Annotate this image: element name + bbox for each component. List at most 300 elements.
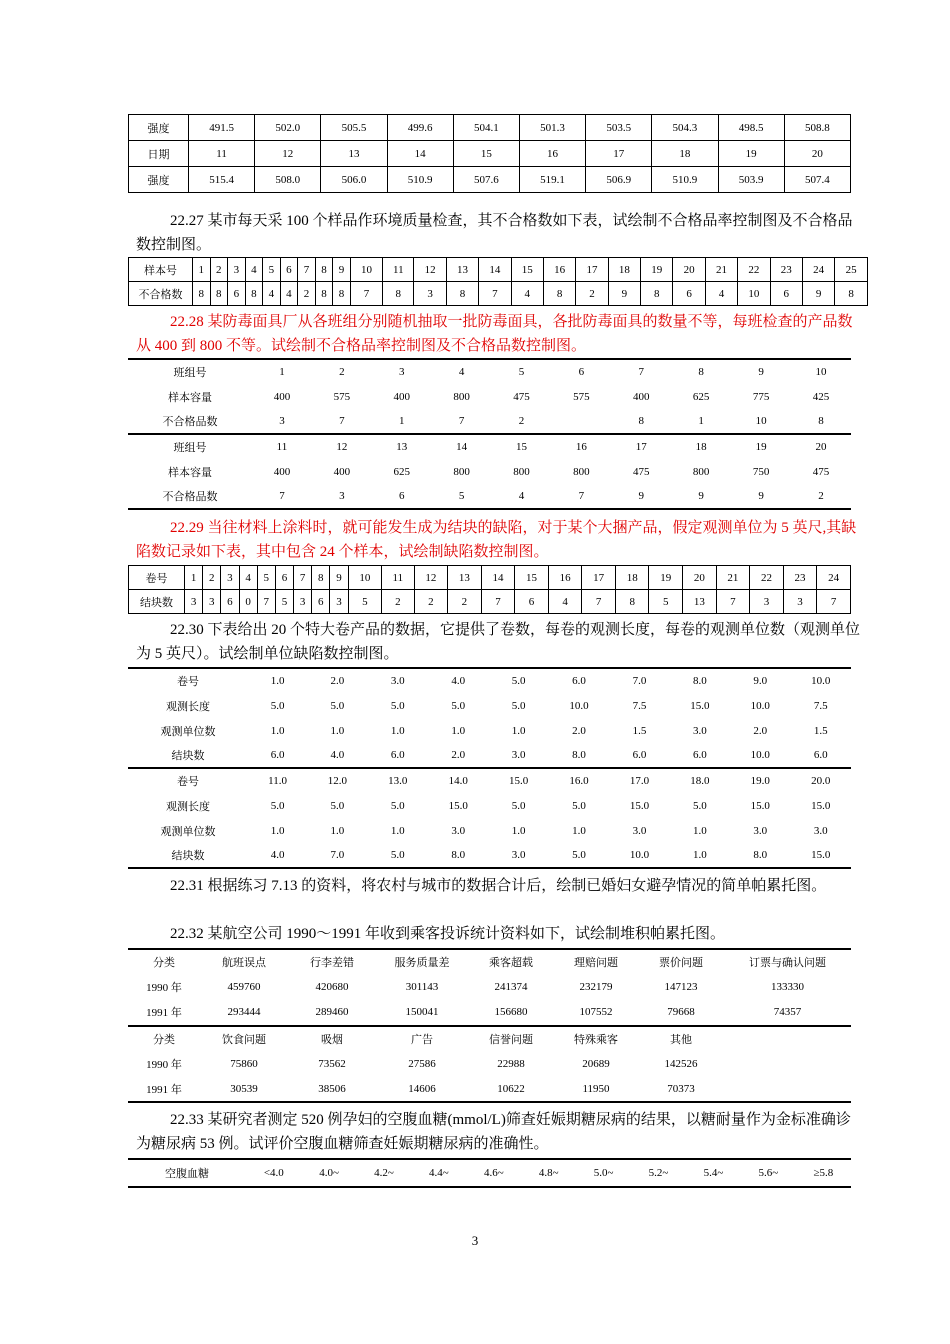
table-cell: 156680 [494, 1006, 528, 1019]
table-cell: 800 [453, 465, 470, 478]
table-cell: 7 [294, 566, 312, 590]
table-cell: 5 [649, 590, 683, 614]
table-cell: 3.0 [632, 824, 647, 837]
defect-count-table-27 [128, 257, 868, 306]
table-cell: 4 [239, 566, 257, 590]
table-cell: 10 [738, 282, 770, 306]
table-cell: 7 [458, 415, 465, 427]
table-cell: 1.0 [511, 824, 526, 837]
table-cell: 8 [543, 282, 575, 306]
table-cell: 7 [339, 415, 345, 427]
table-cell: 1.0 [390, 724, 405, 737]
table-cell: 10 [755, 415, 767, 427]
table-cell: 5 [458, 490, 465, 502]
table-cell: 强度 [129, 167, 189, 193]
table-cell: 505.5 [321, 115, 387, 141]
table-cell: 8 [193, 282, 211, 306]
table-cell: 3 [330, 590, 348, 614]
table-row [129, 590, 851, 614]
table-cell: 7 [481, 590, 515, 614]
table-row [128, 384, 851, 409]
table-cell: 17 [582, 566, 616, 590]
table-cell: 7.0 [632, 675, 647, 687]
table-cell: 499.6 [387, 115, 453, 141]
table-cell: 15.0 [750, 799, 770, 812]
table-cell: 6 [515, 590, 549, 614]
table-row [128, 743, 851, 768]
table-cell: 日期 [129, 141, 189, 167]
table-cell: 乘客超载 [489, 957, 533, 970]
table-cell: 142526 [664, 1057, 698, 1070]
table-cell: 800 [453, 390, 470, 403]
table-cell: 18 [615, 566, 649, 590]
table-cell: 6.0 [693, 749, 707, 761]
table-cell: 800 [573, 465, 590, 478]
table-cell: 票价问题 [659, 957, 703, 970]
table-cell: 3 [294, 590, 312, 614]
table-cell: 班组号 [128, 434, 252, 459]
table-cell: 2.0 [572, 724, 586, 737]
table-cell: 7 [479, 282, 511, 306]
table-cell: 6 [228, 282, 246, 306]
table-cell: 6 [578, 366, 585, 378]
table-cell: 卷号 [128, 768, 248, 793]
table-cell: 特殊乘客 [554, 1026, 638, 1052]
table-cell: 5.0 [572, 849, 586, 861]
table-cell: 分类 [153, 957, 175, 970]
table-cell: 5.6~ [758, 1167, 779, 1179]
table-cell: 4 [518, 490, 525, 502]
table-cell: 2 [210, 258, 228, 282]
table-cell: 3 [279, 415, 285, 427]
table-cell: 2.0 [451, 749, 466, 761]
table-cell: 289460 [315, 1006, 349, 1019]
table-cell: 8 [638, 415, 645, 427]
table-cell: 卷号 [177, 676, 199, 688]
table-cell: 9 [802, 282, 834, 306]
table-cell: 5 [263, 258, 281, 282]
table-cell: 19 [649, 566, 683, 590]
table-row [128, 718, 851, 743]
table-cell: 24 [802, 258, 834, 282]
table-cell: 133330 [771, 981, 804, 994]
table-cell: 1.0 [390, 824, 405, 837]
table-cell: 2 [382, 590, 414, 614]
table-row [128, 1000, 851, 1026]
table-cell: 5 [257, 566, 275, 590]
table-cell: 4 [263, 282, 281, 306]
table-cell: 不合格品数 [162, 416, 218, 428]
table-cell: 400 [273, 390, 291, 403]
table-cell: 16 [551, 434, 611, 459]
table-cell: <4.0 [263, 1167, 284, 1179]
table-row [129, 141, 851, 167]
table-cell: 15 [492, 434, 552, 459]
table-cell [724, 1077, 851, 1103]
table-cell: 1 [698, 415, 704, 427]
table-row [128, 1026, 851, 1052]
table-cell: ≥5.8 [813, 1167, 834, 1179]
table-cell: 20 [784, 141, 850, 167]
table-cell: 8 [698, 366, 704, 378]
table-cell: 样本容量 [168, 466, 212, 479]
table-cell: 575 [573, 390, 590, 403]
table-cell: 1.0 [572, 824, 586, 837]
table-cell: 1990 年 [146, 1058, 182, 1071]
table-cell: 9 [333, 258, 351, 282]
table-cell [551, 409, 611, 434]
table-cell: 27586 [408, 1057, 436, 1070]
table-cell: 3 [398, 366, 405, 378]
table-cell: 4.0 [451, 675, 466, 687]
table-cell: 150041 [405, 1006, 439, 1019]
table-cell: 17.0 [609, 768, 669, 793]
table-cell: 5.4~ [703, 1167, 724, 1179]
table-cell: 10.0 [750, 749, 770, 761]
table-cell: 425 [812, 390, 830, 403]
table-cell: 18 [608, 258, 640, 282]
fasting-glucose-table [128, 1158, 851, 1188]
table-cell: 3 [185, 590, 203, 614]
table-cell: 508.0 [255, 167, 321, 193]
table-cell: 24 [817, 566, 851, 590]
table-cell: 19 [641, 258, 673, 282]
table-row [128, 484, 851, 509]
table-cell: 1.0 [451, 724, 466, 737]
table-cell: 7 [298, 258, 316, 282]
table-cell: 75860 [230, 1057, 258, 1070]
table-cell: 2 [339, 366, 345, 378]
table-cell: 8 [333, 282, 351, 306]
table-cell: 1 [193, 258, 211, 282]
table-cell: 475 [633, 465, 650, 478]
table-cell: 575 [333, 390, 351, 403]
table-cell: 20 [673, 258, 705, 282]
table-row [128, 409, 851, 434]
table-cell: 5.0~ [593, 1167, 614, 1179]
table-cell: 17 [576, 258, 608, 282]
table-cell: 20.0 [791, 768, 851, 793]
table-cell: 475 [513, 390, 530, 403]
table-cell: 504.3 [652, 115, 718, 141]
table-cell: 4.4~ [429, 1167, 449, 1179]
table-cell: 232179 [579, 981, 613, 994]
page-number: 3 [471, 1233, 479, 1248]
table-cell: 观测单位数 [160, 725, 216, 738]
table-cell: 15.0 [448, 799, 468, 812]
table-cell: 5.0 [330, 699, 345, 712]
table-cell: 503.9 [718, 167, 784, 193]
table-cell: 14 [479, 258, 511, 282]
table-cell: 13 [372, 434, 432, 459]
table-cell: 15 [511, 258, 543, 282]
question-22-27: 22.27 某市每天采 100 个样品作环境质量检查，其不合格数如下表，试绘制不合格品率控制图及不合格品数控制图。 [136, 213, 853, 253]
table-cell: 4.2~ [374, 1167, 394, 1179]
table-cell: 3.0 [511, 849, 526, 861]
table-cell: 5.0 [390, 799, 405, 812]
table-cell: 3.0 [511, 749, 526, 761]
table-cell: 19 [731, 434, 791, 459]
table-cell: 506.0 [321, 167, 387, 193]
table-cell: 38506 [318, 1082, 346, 1095]
table-cell: 行李差错 [310, 957, 354, 970]
table-cell: 订票与确认问题 [749, 957, 826, 970]
table-cell: 吸烟 [288, 1026, 376, 1052]
table-cell: 1 [398, 415, 405, 427]
table-cell: 10.0 [750, 699, 770, 712]
question-22-29: 22.29 当往材料上涂料时，就可能发生成为结块的缺陷，对于某个大捆产品，假定观测单位为 5 英尺,其缺陷数记录如下表，其中包含 24 个样本，试绘制缺陷数控制图。 [136, 520, 857, 560]
table-cell: 11 [189, 141, 255, 167]
table-cell: 15.0 [811, 799, 831, 812]
table-cell: 4 [245, 258, 263, 282]
table-cell: 6.0 [270, 749, 285, 761]
table-cell: 14 [481, 566, 515, 590]
table-cell: 400 [273, 465, 291, 478]
table-cell: 519.1 [519, 167, 585, 193]
table-cell: 301143 [405, 981, 439, 994]
table-cell: 10 [350, 258, 382, 282]
table-cell: 5.0 [390, 699, 405, 712]
table-cell: 400 [393, 390, 410, 403]
table-cell: 6 [398, 490, 405, 502]
table-row [129, 282, 868, 306]
table-cell: 21 [705, 258, 737, 282]
table-cell: 1991 年 [146, 1083, 182, 1096]
table-cell: 18 [671, 434, 731, 459]
table-cell [724, 1051, 851, 1077]
table-cell: 22 [750, 566, 784, 590]
table-cell: 2 [414, 590, 448, 614]
roll-observation-table [128, 667, 851, 869]
table-cell: 9 [758, 490, 764, 502]
table-cell: 12.0 [307, 768, 367, 793]
table-cell: 饮食问题 [200, 1026, 288, 1052]
table-cell: 491.5 [189, 115, 255, 141]
table-cell: 15.0 [811, 849, 831, 861]
table-cell: 9 [638, 490, 645, 502]
table-cell: 13 [321, 141, 387, 167]
table-cell: 广告 [376, 1026, 468, 1052]
table-cell: 16 [543, 258, 575, 282]
table-cell: 4.8~ [538, 1167, 559, 1179]
table-cell: 507.6 [453, 167, 519, 193]
table-cell: 74357 [773, 1006, 802, 1019]
table-row [128, 1159, 851, 1187]
table-cell: 8.0 [451, 849, 466, 861]
table-cell: 3 [750, 590, 784, 614]
table-cell: 4.0~ [319, 1167, 339, 1179]
table-cell: 3 [228, 258, 246, 282]
table-cell: 12 [312, 434, 372, 459]
table-cell: 7 [582, 590, 616, 614]
table-cell: 空腹血糖 [165, 1168, 209, 1180]
table-cell: 19.0 [730, 768, 790, 793]
table-cell: 2 [448, 590, 482, 614]
table-cell: 15.0 [488, 768, 548, 793]
table-cell: 5 [348, 590, 382, 614]
table-cell: 5.0 [511, 699, 526, 712]
table-cell: 10.0 [569, 699, 589, 712]
table-cell: 13 [448, 566, 482, 590]
table-cell: 4 [280, 282, 298, 306]
table-cell: 510.9 [652, 167, 718, 193]
strength-table [128, 114, 851, 193]
table-cell: 1.5 [632, 724, 647, 737]
table-cell: 9 [330, 566, 348, 590]
table-cell: 420680 [315, 981, 349, 994]
table-cell: 293444 [227, 1006, 261, 1019]
table-cell: 3.0 [753, 824, 768, 837]
table-cell: 459760 [227, 981, 261, 994]
table-cell: 5.0 [511, 675, 526, 687]
table-cell: 241374 [494, 981, 528, 994]
table-cell: 强度 [129, 115, 189, 141]
table-cell: 6.0 [813, 749, 828, 761]
table-cell: 理赔问题 [574, 957, 618, 970]
table-cell: 1.0 [330, 724, 345, 737]
table-cell: 9 [758, 366, 764, 378]
table-cell: 750 [752, 465, 770, 478]
table-cell: 5.0 [270, 799, 285, 812]
lump-count-table [128, 565, 851, 614]
table-cell: 1.0 [511, 724, 526, 737]
table-row [128, 693, 851, 718]
table-cell: 2 [576, 282, 608, 306]
table-cell: 17 [611, 434, 671, 459]
table-cell: 1.5 [813, 724, 828, 737]
table-cell: 21 [716, 566, 750, 590]
table-cell: 10.0 [629, 849, 650, 861]
table-row [128, 975, 851, 1001]
table-cell: 2 [298, 282, 316, 306]
table-cell: 8 [383, 282, 414, 306]
table-cell: 107552 [579, 1006, 613, 1019]
table-cell: 800 [692, 465, 710, 478]
table-cell: 7.0 [330, 849, 345, 861]
table-cell: 4 [511, 282, 543, 306]
table-row [129, 115, 851, 141]
table-cell: 22988 [497, 1057, 525, 1070]
table-cell: 4 [458, 366, 465, 378]
table-cell: 1990 年 [146, 982, 182, 995]
table-cell [724, 1026, 851, 1052]
table-cell: 7 [257, 590, 275, 614]
table-cell: 15 [453, 141, 519, 167]
table-row [128, 843, 851, 868]
question-22-30: 22.30 下表给出 20 个特大卷产品的数据，它提供了卷数，每卷的观测长度，每卷的观测单位数（观测单位为 5 英尺）。试绘制单位缺陷数控制图。 [136, 622, 861, 662]
table-cell: 5.0 [693, 799, 707, 812]
table-cell: 14.0 [428, 768, 488, 793]
table-cell: 515.4 [189, 167, 255, 193]
table-cell: 5.0 [270, 699, 285, 712]
table-cell: 1.0 [270, 824, 285, 837]
table-cell: 9 [608, 282, 640, 306]
table-cell: 分类 [128, 1026, 200, 1052]
table-row [128, 668, 851, 693]
table-cell: 4.0 [270, 849, 285, 861]
table-cell: 5.0 [330, 799, 345, 812]
table-cell: 8 [615, 590, 649, 614]
table-cell: 5.0 [451, 699, 466, 712]
table-cell: 20 [791, 434, 851, 459]
table-cell: 2 [518, 415, 525, 427]
table-cell: 6 [275, 566, 293, 590]
table-row [128, 768, 851, 793]
table-cell: 8 [210, 282, 228, 306]
table-cell: 15 [515, 566, 549, 590]
table-cell: 不合格数 [129, 282, 193, 306]
table-cell: 73562 [318, 1057, 346, 1070]
table-cell: 23 [783, 566, 817, 590]
table-cell: 2.0 [330, 675, 345, 687]
table-cell: 625 [692, 390, 710, 403]
question-22-28: 22.28 某防毒面具厂从各班组分别随机抽取一批防毒面具，各批防毒面具的数量不等，每班检查的产品数从 400 到 800 不等。试绘制不合格品率控制图及不合格品数控制图。 [136, 314, 853, 354]
table-cell: 506.9 [586, 167, 652, 193]
table-cell: 10.0 [811, 675, 831, 687]
table-cell: 3 [783, 590, 817, 614]
table-cell: 班组号 [173, 367, 207, 379]
table-row [128, 1051, 851, 1077]
table-cell: 498.5 [718, 115, 784, 141]
table-cell: 8 [245, 282, 263, 306]
table-cell: 7 [578, 490, 585, 502]
table-cell: 5.2~ [648, 1167, 669, 1179]
table-cell: 6 [221, 590, 239, 614]
table-cell: 23 [770, 258, 802, 282]
table-cell: 0 [239, 590, 257, 614]
table-cell: 12 [255, 141, 321, 167]
table-cell: 8 [835, 282, 868, 306]
complaint-table [128, 948, 851, 1103]
table-row [128, 359, 851, 384]
table-cell: 4.6~ [483, 1167, 504, 1179]
table-cell: 3.0 [451, 824, 466, 837]
table-cell: 10 [815, 366, 827, 378]
table-cell: 22 [738, 258, 770, 282]
table-cell: 7 [350, 282, 382, 306]
table-cell: 502.0 [255, 115, 321, 141]
table-cell: 3.0 [693, 724, 707, 737]
table-cell: 14606 [408, 1082, 436, 1095]
table-cell: 1.0 [270, 724, 285, 737]
table-cell: 11.0 [248, 768, 307, 793]
table-cell: 13 [683, 590, 717, 614]
table-cell: 8.0 [572, 749, 586, 761]
table-cell: 25 [835, 258, 868, 282]
table-cell: 9 [698, 490, 704, 502]
table-cell: 2.0 [753, 724, 768, 737]
table-row [128, 818, 851, 843]
table-cell: 11 [383, 258, 414, 282]
table-cell: 3 [203, 590, 221, 614]
table-cell: 625 [393, 465, 410, 478]
table-cell: 70373 [667, 1082, 695, 1095]
table-cell: 3.0 [390, 675, 405, 687]
table-row [128, 793, 851, 818]
table-cell: 5.0 [511, 799, 526, 812]
table-cell: 6.0 [390, 749, 405, 761]
table-cell: 508.8 [784, 115, 850, 141]
table-cell: 16 [548, 566, 582, 590]
table-row [128, 459, 851, 484]
table-cell: 11 [252, 434, 312, 459]
table-cell: 航班误点 [222, 957, 266, 970]
table-cell: 6 [770, 282, 802, 306]
table-cell: 18.0 [670, 768, 730, 793]
table-cell: 800 [513, 465, 530, 478]
table-cell: 7.5 [632, 699, 647, 712]
table-cell: 12 [414, 566, 448, 590]
